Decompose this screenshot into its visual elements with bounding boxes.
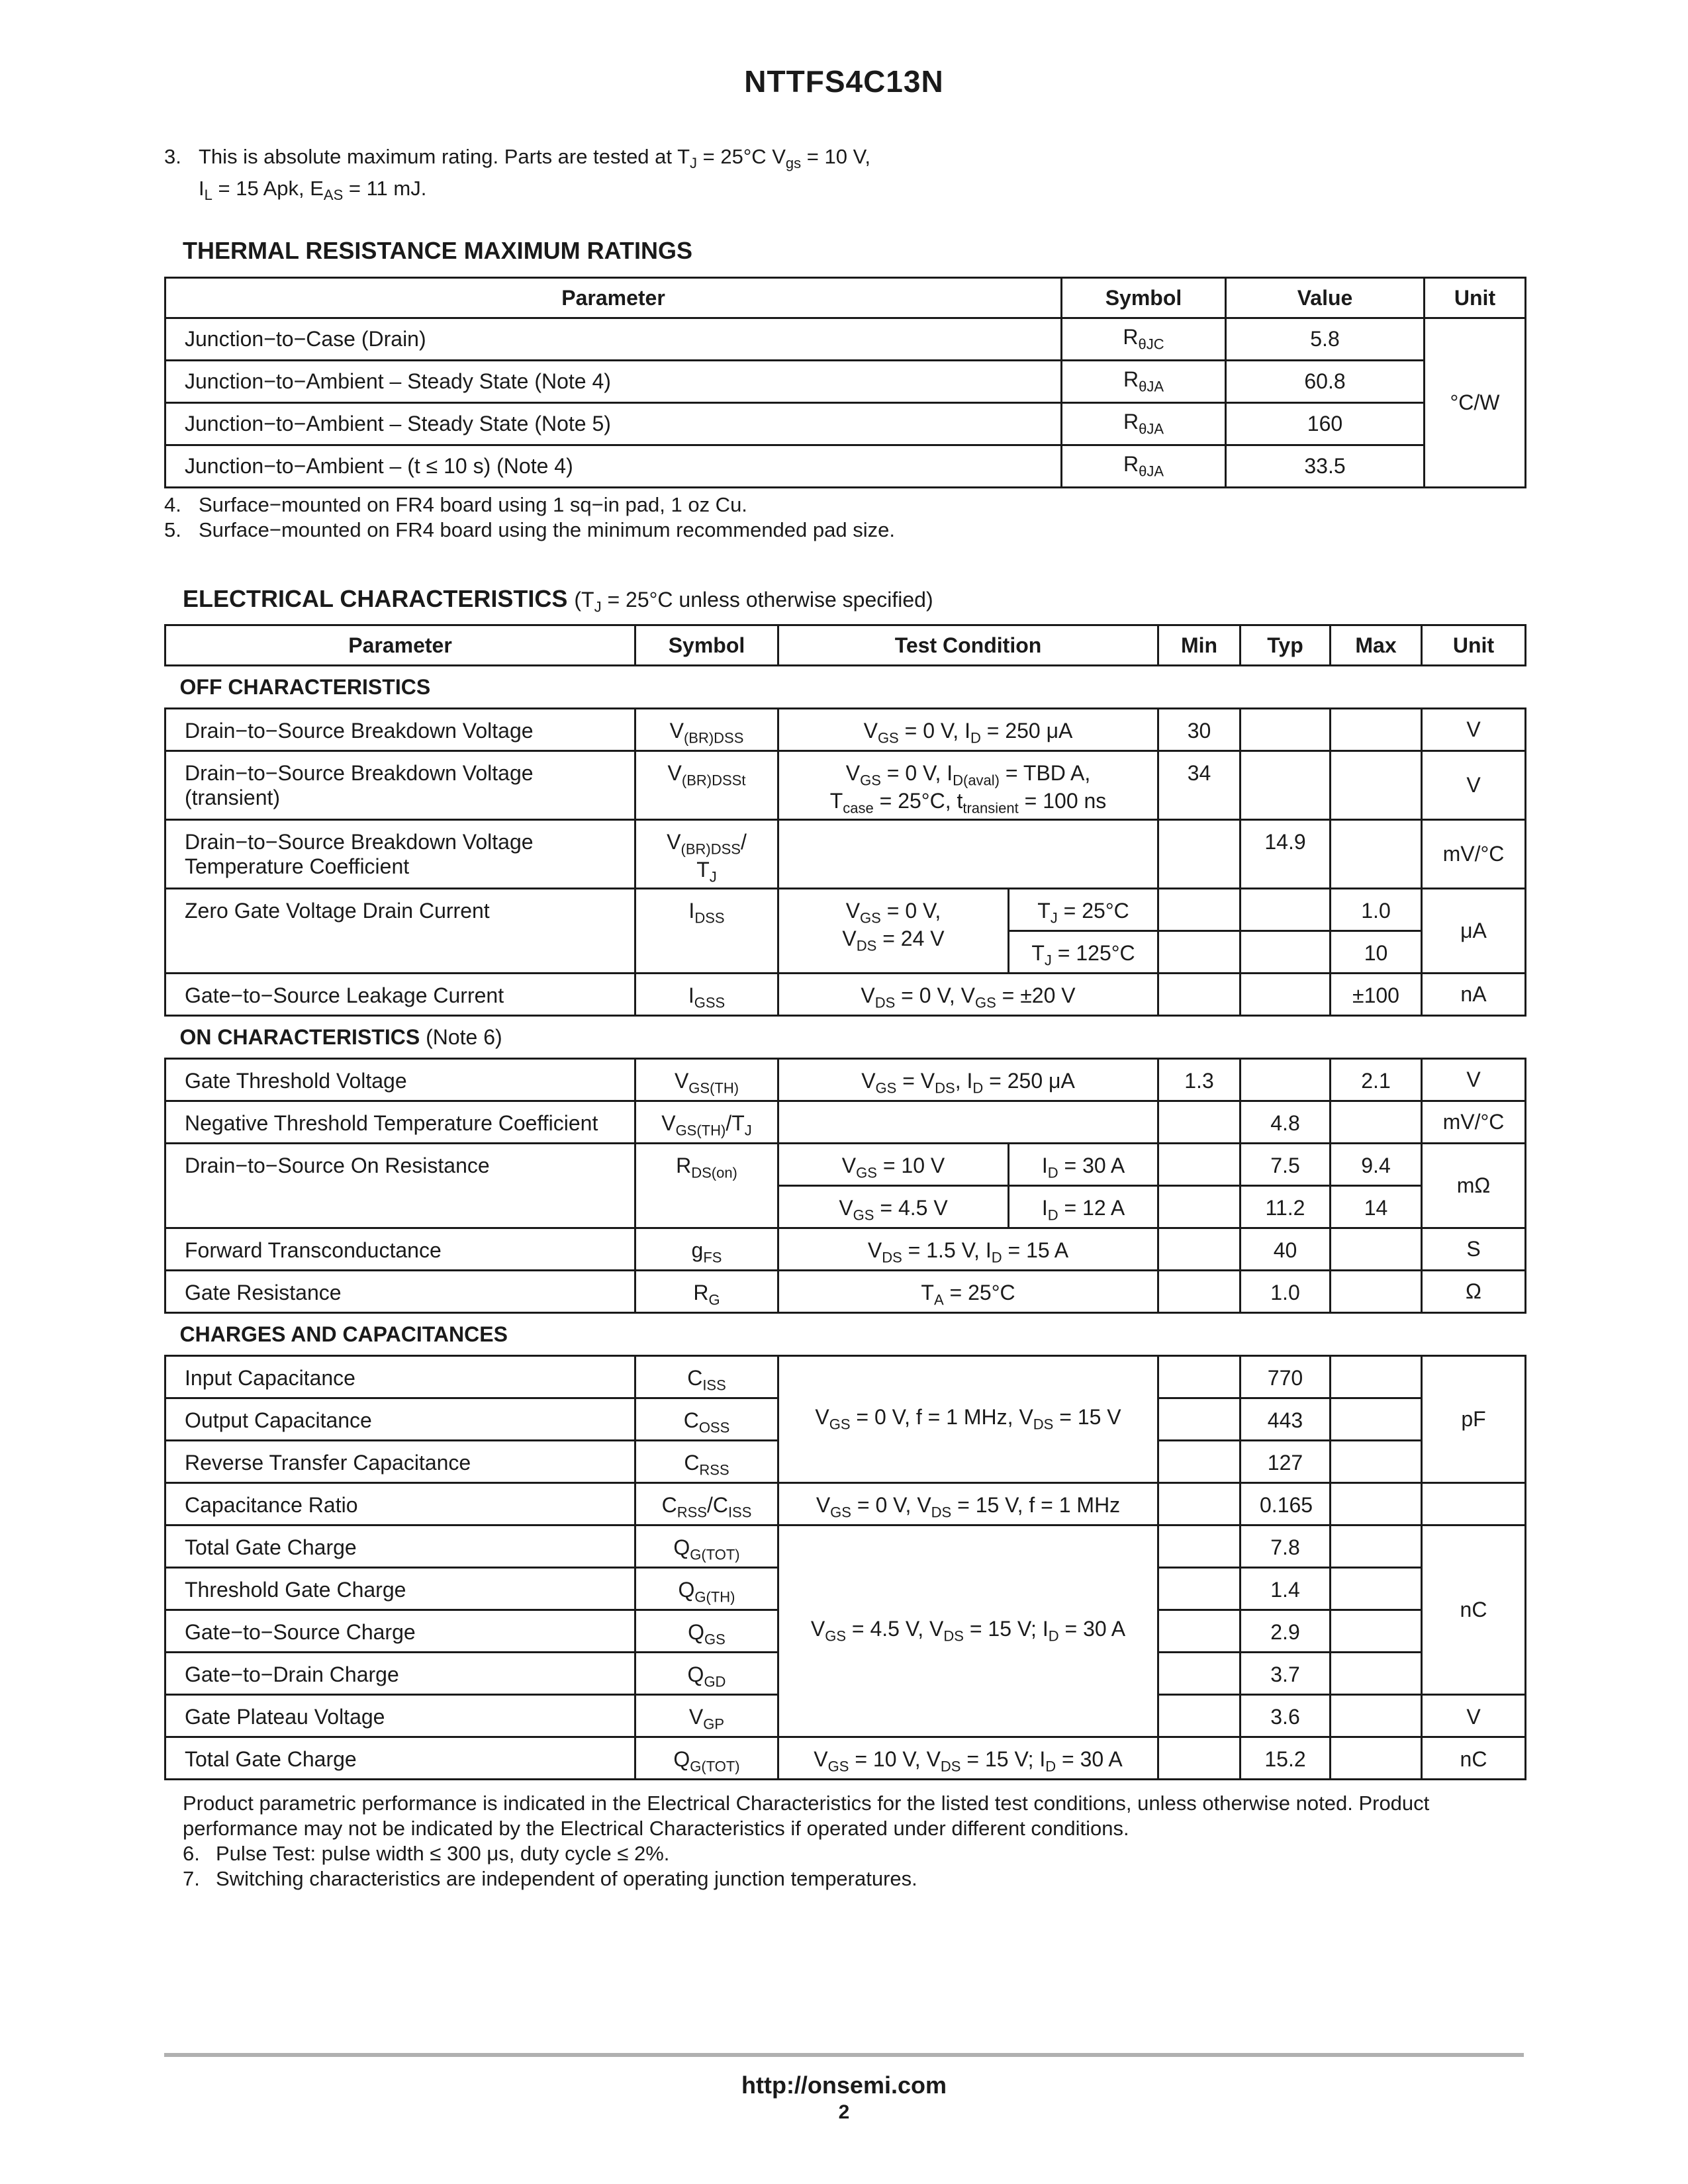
note-text: Surface−mounted on FR4 board using the minimum recommended pad size. (199, 518, 895, 541)
footnotes: Product parametric performance is indicated in the Electrical Characteristics for the listed test conditions, unless otherwise noted. Product performance may not be indicated by the Electrical Characteristics if operated under different conditions. 6. Pulse Test: pulse width ≤ 300 μs, duty cycle ≤ 2%. 7. Switching characteristics are independent of operating junction temperatures. (183, 1791, 1526, 1891)
table-row: Output Capacitance $C_{OSS}$ 443 (165, 1398, 1526, 1441)
table-row (165, 403, 1526, 445)
param-cell: Junction−to−Case (Drain) (165, 318, 1062, 361)
value-cell: 160 (1226, 403, 1425, 445)
note-3: 3. This is absolute maximum rating. Parts are tested at $T_J = 25^\circ C$ $V_{gs} = 10$ V, $I_L = 15$ Apk, $E_{AS} = 11$ mJ. (164, 145, 871, 204)
note-number: 3. (164, 145, 181, 168)
table-row: Drain−to−Source Breakdown Voltage Temperature Coefficient $V_{(BR)DSS}/$ $T_J$ 14.9 mV/°C (165, 820, 1526, 889)
table-row: Zero Gate Voltage Drain Current $I_{DSS}$ $V_{GS} = 0$ V, $V_{DS} = 24$ V $T_J = 25^\circ C$ 1.0 μA (165, 889, 1526, 931)
footer-url-link[interactable]: http://onsemi.com (741, 2071, 947, 2099)
note-number: 4. (164, 493, 181, 516)
table-row: Drain−to−Source Breakdown Voltage $V_{(BR)DSS}$ $V_{GS} = 0$ V, $I_D = 250$ μA 30 V (165, 709, 1526, 751)
symbol-cell: $R_{\theta JC}$ (1062, 318, 1226, 361)
page-number: 2 (838, 2101, 850, 2123)
table-row: Gate Plateau Voltage $V_{GP}$ 3.6 V (165, 1695, 1526, 1737)
param-cell: Junction−to−Ambient – (t ≤ 10 s) (Note 4) (165, 445, 1062, 488)
col-header: Max (1331, 625, 1422, 666)
table-row: Total Gate Charge $Q_{G(TOT)}$ $V_{GS} = 4.5$ V, $V_{DS} = 15$ V; $I_D = 30$ A 7.8 nC (165, 1525, 1526, 1568)
col-header: Unit (1425, 278, 1526, 318)
footer-divider (164, 2053, 1524, 2057)
table-row: Gate Resistance $R_G$ $T_A = 25^\circ C$ 1.0 Ω (165, 1271, 1526, 1313)
table-row: Drain−to−Source On Resistance $R_{DS(on)}$ $V_{GS} = 10$ V $I_D = 30$ A 7.5 9.4 mΩ (165, 1144, 1526, 1186)
note-number: 5. (164, 518, 181, 541)
unit-cell: °C/W (1425, 318, 1526, 488)
subsection-charges: CHARGES AND CAPACITANCES (165, 1313, 1526, 1356)
table-row: Threshold Gate Charge $Q_{G(TH)}$ 1.4 (165, 1568, 1526, 1610)
electrical-section-title: ELECTRICAL CHARACTERISTICS ($T_J = 25^\circ C$ unless otherwise specified) (183, 585, 933, 615)
value-cell: 5.8 (1226, 318, 1425, 361)
page-title: NTTFS4C13N (744, 64, 944, 99)
col-header: Typ (1241, 625, 1331, 666)
param-cell: Junction−to−Ambient – Steady State (Note 4) (165, 361, 1062, 403)
value-cell: 33.5 (1226, 445, 1425, 488)
table-row: Capacitance Ratio $C_{RSS}/C_{ISS}$ $V_{GS} = 0$ V, $V_{DS} = 15$ V, f = 1 MHz 0.165 (165, 1483, 1526, 1525)
col-header: Symbol (1062, 278, 1226, 318)
table-row: Gate−to−Source Charge $Q_{GS}$ 2.9 (165, 1610, 1526, 1653)
electrical-table (164, 624, 1526, 1780)
note-6: Pulse Test: pulse width ≤ 300 μs, duty cycle ≤ 2%. (216, 1842, 670, 1865)
col-header: Value (1226, 278, 1425, 318)
table-row: Negative Threshold Temperature Coefficient $V_{GS(TH)}/T_J$ 4.8 mV/°C (165, 1101, 1526, 1144)
col-header: Test Condition (778, 625, 1158, 666)
table-row: Forward Transconductance $g_{FS}$ $V_{DS} = 1.5$ V, $I_D = 15$ A 40 S (165, 1228, 1526, 1271)
value-cell: 60.8 (1226, 361, 1425, 403)
table-row (165, 318, 1526, 361)
symbol-cell: $R_{\theta JA}$ (1062, 403, 1226, 445)
thermal-table (164, 277, 1526, 488)
symbol-cell: $R_{\theta JA}$ (1062, 445, 1226, 488)
thermal-section-title: THERMAL RESISTANCE MAXIMUM RATINGS (183, 237, 692, 264)
subsection-off: OFF CHARACTERISTICS (165, 666, 1526, 709)
table-row: Gate−to−Source Leakage Current $I_{GSS}$ $V_{DS} = 0$ V, $V_{GS} = \pm 20$ V ±100 nA (165, 974, 1526, 1016)
table-row: Gate Threshold Voltage $V_{GS(TH)}$ $V_{GS} = V_{DS}$, $I_D = 250$ μA 1.3 2.1 V (165, 1059, 1526, 1101)
col-header: Parameter (165, 278, 1062, 318)
table-row: $T_J = 125^\circ C$ 10 (165, 931, 1526, 974)
table-row: Input Capacitance $C_{ISS}$ $V_{GS} = 0$ V, f = 1 MHz, $V_{DS} = 15$ V 770 pF (165, 1356, 1526, 1398)
param-cell: Junction−to−Ambient – Steady State (Note 5) (165, 403, 1062, 445)
symbol-cell: $R_{\theta JA}$ (1062, 361, 1226, 403)
note-7: Switching characteristics are independent of operating junction temperatures. (216, 1867, 917, 1890)
note-text: Surface−mounted on FR4 board using 1 sq−in pad, 1 oz Cu. (199, 493, 747, 516)
table-row: Reverse Transfer Capacitance $C_{RSS}$ 127 (165, 1441, 1526, 1483)
col-header: Symbol (635, 625, 778, 666)
table-row (165, 445, 1526, 488)
table-row: Total Gate Charge $Q_{G(TOT)}$ $V_{GS} = 10$ V, $V_{DS} = 15$ V; $I_D = 30$ A 15.2 nC (165, 1737, 1526, 1780)
table-row: Drain−to−Source Breakdown Voltage (transient) $V_{(BR)DSSt}$ $V_{GS} = 0$ V, $I_{D(aval)}$ = TBD A, $T_{case} = 25^\circ C$, $t_{transient} = 100$ ns 34 V (165, 751, 1526, 820)
col-header: Min (1158, 625, 1241, 666)
table-row (165, 361, 1526, 403)
col-header: Unit (1422, 625, 1526, 666)
subsection-on: ON CHARACTERISTICS (Note 6) (165, 1016, 1526, 1059)
table-row: Gate−to−Drain Charge $Q_{GD}$ 3.7 (165, 1653, 1526, 1695)
table-row: $V_{GS} = 4.5$ V $I_D = 12$ A 11.2 14 (165, 1186, 1526, 1228)
footnote-paragraph: Product parametric performance is indicated in the Electrical Characteristics for the listed test conditions, unless otherwise noted. Product performance may not be indicated by the Electrical Characteristics if operated under different conditions. (183, 1792, 1430, 1840)
notes-4-5 (164, 492, 895, 543)
col-header: Parameter (165, 625, 635, 666)
